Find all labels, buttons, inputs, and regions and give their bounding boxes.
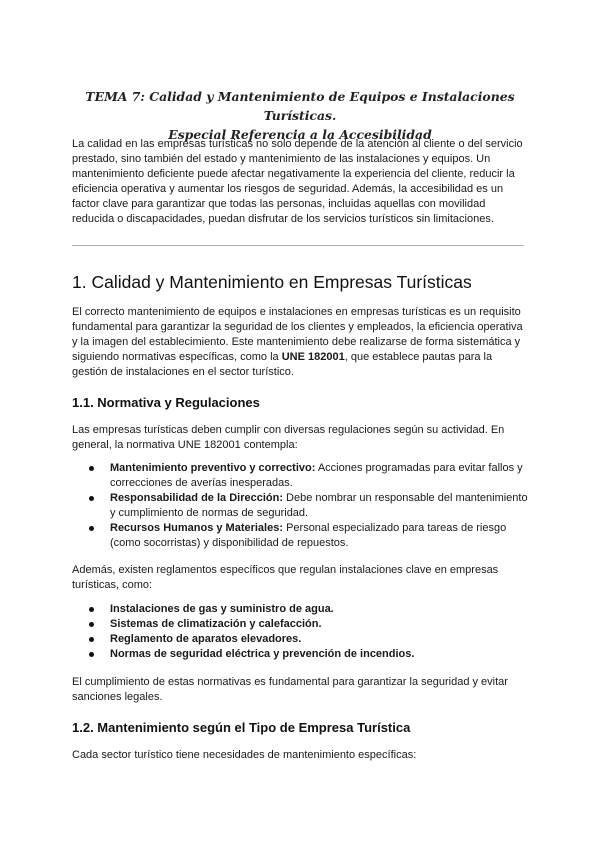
section-1-1-heading: 1.1. Normativa y Regulaciones (72, 395, 260, 410)
list-item-text: Acciones programadas para evitar fallos y correcciones de averías inesperadas. (110, 462, 523, 489)
list-item-text: Personal especializado para tareas de riesgo (como socorristas) y disponibilidad de repuestos. (110, 522, 507, 549)
bullet-icon (89, 622, 94, 627)
bullet-icon (89, 652, 94, 657)
section-1-2-heading: 1.2. Mantenimiento según el Tipo de Empresa Turística (72, 720, 411, 735)
title-line-1: TEMA 7: Calidad y Mantenimiento de Equipos e Instalaciones Turísticas. (85, 89, 515, 123)
list-item (72, 491, 532, 521)
section-1-1-paragraph-2: Además, existen reglamentos específicos que regulan instalaciones clave en empresas turísticas, como: (72, 564, 499, 591)
list-item (72, 602, 532, 617)
section-1-text-after: , que establece pautas para la gestión de instalaciones en el sector turístico. (72, 351, 493, 378)
list-item (72, 617, 532, 632)
section-1-2-paragraph: Cada sector turístico tiene necesidades de mantenimiento específicas: (72, 749, 417, 761)
list-item-bold: Sistemas de climatización y calefacción. (110, 618, 322, 630)
section-1-1-paragraph-3: El cumplimiento de estas normativas es fundamental para garantizar la seguridad y evitar sanciones legales. (72, 676, 508, 703)
list-item-bold: Mantenimiento preventivo y correctivo: (110, 462, 316, 474)
title-line-2: Especial Referencia a la Accesibilidad (168, 127, 432, 142)
normativa-list (72, 461, 532, 551)
list-item (72, 647, 532, 662)
list-item-bold: Responsabilidad de la Dirección: (110, 492, 283, 504)
bullet-icon (89, 637, 94, 642)
section-1-paragraph (72, 305, 530, 380)
list-item-bold: Instalaciones de gas y suministro de agua. (110, 603, 334, 615)
horizontal-divider (72, 245, 524, 246)
bullet-icon (89, 526, 94, 531)
list-item-bold: Recursos Humanos y Materiales: (110, 522, 284, 534)
section-1-heading: 1. Calidad y Mantenimiento en Empresas Turísticas (72, 272, 472, 292)
reglamentos-list (72, 602, 532, 662)
list-item (72, 521, 532, 551)
intro-paragraph: La calidad en las empresas turísticas no solo depende de la atención al cliente o del servicio prestado, sino también del estado y mantenimiento de las instalaciones y equipos. Un mantenimiento deficiente puede afectar negativamente la experiencia del cliente, reducir la eficiencia operativa y aumentar los riesgos de seguridad. Además, la accesibilidad es un factor clave para garantizar que todas las personas, incluidas aquellas con movilidad reducida o discapacidades, puedan disfrutar de los servicios turísticos sin limitaciones. (72, 138, 523, 225)
document-title (72, 87, 528, 144)
une-standard-ref: UNE 182001 (281, 351, 345, 363)
list-item (72, 632, 532, 647)
list-item-text: Debe nombrar un responsable del mantenimiento y cumplimiento de normas de seguridad. (110, 492, 528, 519)
section-1-1-paragraph: Las empresas turísticas deben cumplir con diversas regulaciones según su actividad. En general, la normativa UNE 182001 contempla: (72, 424, 505, 451)
bullet-icon (89, 496, 94, 501)
list-item (72, 461, 532, 491)
list-item-bold: Reglamento de aparatos elevadores. (110, 633, 302, 645)
bullet-icon (89, 607, 94, 612)
list-item-bold: Normas de seguridad eléctrica y prevención de incendios. (110, 648, 415, 660)
bullet-icon (89, 466, 94, 471)
section-1-text-before: El correcto mantenimiento de equipos e instalaciones en empresas turísticas es un requisito fundamental para garantizar la seguridad de los clientes y empleados, la eficiencia operativa y la imagen del establecimiento. Este mantenimiento debe realizarse de forma sistemática y siguiendo normativas específicas, como la (72, 306, 523, 363)
